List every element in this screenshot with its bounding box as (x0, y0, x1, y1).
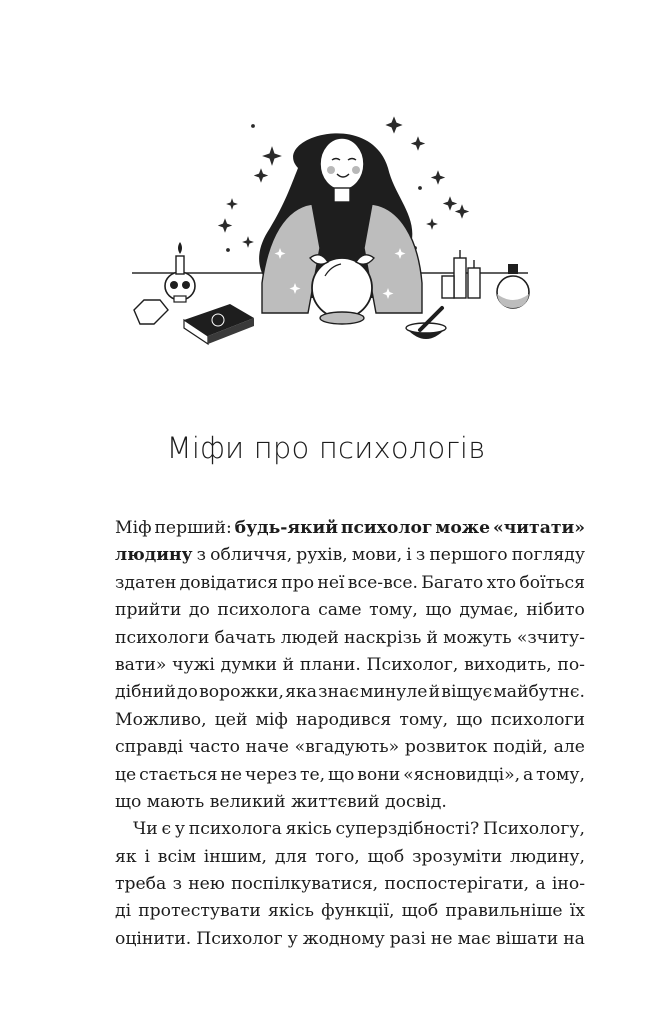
word: перший: (154, 518, 232, 538)
word: чужі (172, 654, 215, 675)
word: треба (115, 874, 167, 895)
word: віщує (441, 682, 493, 703)
word: що (115, 791, 147, 812)
word: стається (139, 764, 218, 785)
word: але (553, 737, 585, 758)
word: те, (299, 764, 326, 785)
word: рухів, (296, 545, 348, 566)
word: вати» (115, 654, 167, 675)
word: може (435, 518, 491, 538)
word: на (563, 928, 585, 949)
word: прийти (115, 600, 182, 621)
word: людину (115, 545, 193, 566)
text-line (115, 515, 585, 542)
word: «вгадують» (294, 737, 400, 758)
word: іншим, (203, 846, 268, 867)
text-line (115, 898, 585, 925)
word: думає, (459, 600, 519, 621)
word: життєвий (291, 791, 386, 812)
word: має (457, 928, 491, 949)
word: психологи (490, 709, 585, 730)
word: наче (245, 737, 289, 758)
word: Багато (421, 572, 484, 593)
word: подій, (493, 737, 548, 758)
word: не (220, 764, 243, 785)
word: обличчя, (210, 545, 293, 566)
skull-icon (165, 242, 195, 302)
word: «зчиту- (516, 627, 585, 648)
word: саме (318, 600, 362, 621)
word: виходить, (464, 654, 552, 675)
word: першого (429, 545, 508, 566)
word: Психолог (196, 928, 283, 949)
text-line (115, 871, 585, 898)
word: у (174, 819, 186, 840)
word: що (328, 764, 355, 785)
text-line (115, 734, 585, 761)
word: розвиток (404, 737, 488, 758)
word: функції, (321, 901, 395, 922)
word: все-все. (347, 572, 418, 593)
word: психологи (115, 627, 210, 648)
word: з (172, 874, 182, 895)
word: Психологу, (483, 819, 585, 840)
word: що (425, 600, 452, 621)
word: всім (157, 846, 196, 867)
word: того, (315, 846, 360, 867)
text-line (115, 707, 585, 734)
word: справді (115, 737, 184, 758)
word: для (274, 846, 308, 867)
word: думки (220, 654, 277, 675)
word: якісь (285, 819, 332, 840)
text-line (115, 570, 585, 597)
word: майбутнє. (493, 682, 585, 703)
word: плани. (299, 654, 361, 675)
text-line (115, 542, 585, 569)
word: людину, (510, 846, 585, 867)
body-text (115, 515, 585, 953)
word: знає (318, 682, 359, 703)
text-line (115, 789, 585, 816)
word: оцінити. (115, 928, 192, 949)
word: погляду (511, 545, 585, 566)
word: Міф (115, 518, 152, 538)
word: іно- (551, 874, 585, 895)
word: до (188, 600, 210, 621)
word: щоб (367, 846, 405, 867)
word: їх (569, 901, 585, 922)
text-line (115, 625, 585, 652)
word: вішати (495, 928, 559, 949)
word: дібний (115, 682, 176, 703)
word: не (430, 928, 453, 949)
word: поспостерігати, (384, 874, 530, 895)
word: здатен (115, 572, 177, 593)
fortune-teller-illustration (120, 108, 540, 368)
word: психолога (188, 819, 282, 840)
word: нібито (526, 600, 585, 621)
word: з (415, 545, 426, 566)
word: й (282, 654, 295, 675)
word: й (426, 627, 438, 648)
word: до (176, 682, 198, 703)
word: «читати» (492, 518, 585, 538)
word: цей (214, 709, 248, 730)
word: вони (357, 764, 401, 785)
word: у (287, 928, 298, 949)
word: якісь (267, 901, 315, 922)
word: мають (146, 791, 210, 812)
word: досвід. (385, 791, 447, 812)
word: суперздібності? (335, 819, 480, 840)
word: тому, (536, 764, 585, 785)
word: протестувати (138, 901, 261, 922)
word: це (115, 764, 137, 785)
word: по- (557, 654, 585, 675)
text-line (115, 926, 585, 953)
word: тому, (369, 600, 418, 621)
word: і (406, 545, 412, 566)
word: через (244, 764, 298, 785)
word: а (523, 764, 534, 785)
text-line (115, 597, 585, 624)
word: довідатися (179, 572, 278, 593)
page-title: Міфи про психологів (166, 431, 486, 466)
word: і (144, 846, 150, 867)
word: що (456, 709, 483, 730)
word: психолог (340, 518, 433, 538)
text-line (115, 679, 585, 706)
word: як (115, 846, 137, 867)
word: можуть (443, 627, 512, 648)
word: зрозуміти (412, 846, 503, 867)
word: великий (209, 791, 292, 812)
text-line (115, 652, 585, 679)
paragraph (115, 816, 585, 953)
word: народився (295, 709, 392, 730)
word: хто (486, 572, 517, 593)
word: психолога (217, 600, 311, 621)
word: неї (317, 572, 345, 593)
word: Можливо, (115, 709, 207, 730)
word: людей (280, 627, 339, 648)
word: минуле (360, 682, 428, 703)
candles-icon (442, 250, 480, 298)
word: є (161, 819, 172, 840)
word: бачать (214, 627, 276, 648)
book-icon (184, 304, 254, 344)
paragraph (115, 515, 585, 816)
word: наскрізь (344, 627, 422, 648)
word: жодному (302, 928, 385, 949)
word: Психолог, (366, 654, 459, 675)
word: а (535, 874, 546, 895)
word: разі (389, 928, 426, 949)
word: правильніше (445, 901, 563, 922)
word: тому, (399, 709, 449, 730)
word: часто (188, 737, 240, 758)
word: ворожки, (199, 682, 284, 703)
word: про (281, 572, 315, 593)
word: ді (115, 901, 132, 922)
text-line (115, 816, 585, 843)
word: «ясновидці», (403, 764, 521, 785)
text-line (115, 762, 585, 789)
word: мови, (351, 545, 403, 566)
word: щоб (401, 901, 439, 922)
word: поспілкуватися, (231, 874, 379, 895)
word: з (196, 545, 206, 566)
word: нею (188, 874, 225, 895)
text-line (115, 844, 585, 871)
word: міф (255, 709, 288, 730)
potion-icon (497, 264, 529, 308)
word: й (428, 682, 441, 703)
word: боїться (519, 572, 585, 593)
word: яка (285, 682, 317, 703)
word: Чи (133, 819, 158, 840)
word: будь-який (234, 518, 338, 538)
